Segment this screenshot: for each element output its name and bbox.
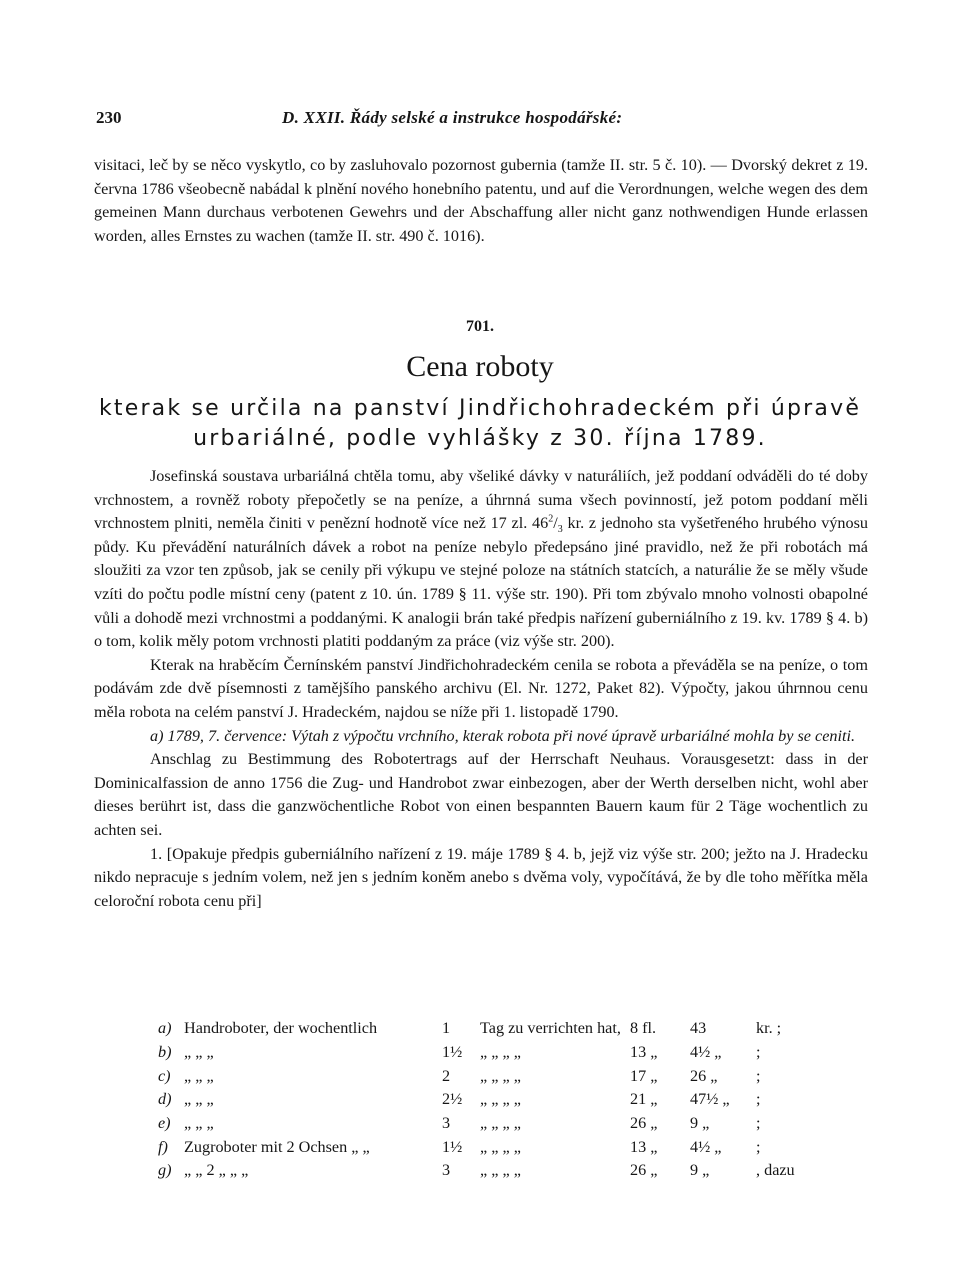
table-cell-hours: 1 xyxy=(442,1019,451,1038)
table-cell-kr: 26 „ xyxy=(690,1066,718,1085)
page-number: 230 xyxy=(96,108,122,127)
paragraph-3: Anschlag zu Bestimmung des Robotertrags auf der Herrschaft Neuhaus. Vorausgesetzt: dass in der Dominicalfassion de anno 1756 die Zug- und Handrobot zwar einbezogen, aber der Werth derselben nicht, wohl aber dieses berührt ist, dass die ganzwöchentliche Robot von einen bespannten Bauern kaum für 2 Täge wochentlich zu achten sei. xyxy=(94,750,868,839)
table-cell-hours: 3 xyxy=(442,1161,451,1180)
table-cell-mid: „ „ „ „ xyxy=(480,1114,521,1133)
table-cell-hours: 2½ xyxy=(442,1090,463,1109)
table-cell-end: ; xyxy=(756,1043,761,1062)
table-cell-end: ; xyxy=(756,1137,761,1156)
table-cell-fl: 8 fl. xyxy=(630,1019,657,1038)
table-cell-text: „ „ 2 „ „ „ xyxy=(184,1161,249,1180)
table-cell-text: „ „ „ xyxy=(184,1114,214,1133)
table-row xyxy=(158,1064,816,1088)
section-title: Cena roboty xyxy=(406,350,554,383)
table-cell-hours: 1½ xyxy=(442,1043,463,1062)
table-cell-kr: 47½ „ xyxy=(690,1090,730,1109)
table-cell-label: g) xyxy=(158,1161,172,1180)
table-cell-hours: 1½ xyxy=(442,1137,463,1156)
table-cell-fl: 26 „ xyxy=(630,1161,658,1180)
table-cell-end: ; xyxy=(756,1114,761,1133)
table-cell-text: Zugroboter mit 2 Ochsen „ „ xyxy=(184,1137,370,1156)
intro-paragraph: visitaci, leč by se něco vyskytlo, co by zasluhovalo pozornost gubernia (tamže II. str. 5 č. 10). — Dvorský dekret z 19. června 1786 všeobecně nabádal k plnění nového honebního patentu, und auf die Verordnungen, welche wegen des dem gemeinen Mann durchaus verbotenen Gewehrs und der Abschaffung aller nicht ganz nothwendigen Hunde erlassen worden, alles Ernstes zu wachen (tamže II. str. 490 č. 1016). xyxy=(94,156,868,245)
fraction-denominator: 3 xyxy=(557,524,563,536)
subsection-a-label: a) xyxy=(150,726,164,745)
table-cell-text: Handroboter, der wochentlich xyxy=(184,1019,378,1038)
table-cell-end: ; xyxy=(756,1090,761,1109)
table-cell-fl: 21 „ xyxy=(630,1090,658,1109)
table-row xyxy=(158,1159,816,1183)
table-row xyxy=(158,1112,816,1136)
subtitle-line-2: urbariálné, podle vyhlášky z 30. října 1789. xyxy=(193,426,767,451)
table-cell-label: e) xyxy=(158,1114,171,1133)
intro-paragraph-block xyxy=(94,154,868,248)
paragraph-4: 1. [Opakuje předpis guberniálního nařízení z 19. máje 1789 § 4. b, jejž viz výše str. 200; ježto na J. Hradecku nikdo nepracuje s jedním volem, než jen s jedním koněm anebo s dvěma voly, vypočítává, že by dle toho měřítka měla celoroční robota cenu při] xyxy=(94,844,868,910)
table-cell-kr: 9 „ xyxy=(690,1114,710,1133)
table-cell-kr: 9 „ xyxy=(690,1161,710,1180)
table-cell-fl: 26 „ xyxy=(630,1114,658,1133)
table-cell-mid: „ „ „ „ xyxy=(480,1043,521,1062)
table-cell-end: kr. ; xyxy=(756,1019,782,1038)
table-cell-hours: 3 xyxy=(442,1114,451,1133)
table-cell-label: c) xyxy=(158,1066,171,1085)
paragraph-2: Kterak na hraběcím Černínském panství Jindřichohradeckém cenila se robota a převáděla se na peníze, o tom podávám zde dvě písemnosti z tamějšího panského archivu (El. Nr. 1272, Paket 82). Výpočty, jakou úhrnnou cenu měla robota na celém panství J. Hradeckém, najdou se níže při 1. listopadě 1790. xyxy=(94,655,868,721)
table-cell-label: d) xyxy=(158,1090,172,1109)
table-cell-hours: 2 xyxy=(442,1066,451,1085)
table-row xyxy=(158,1135,816,1159)
main-text-block xyxy=(94,465,868,913)
section-number: 701. xyxy=(466,318,494,335)
paragraph-1-part-a: Josefinská soustava urbariálná chtěla tomu, aby všeliké dávky v naturáliích, jež poddaní odváděli do té doby vrchnostem, a rovněž roboty přepočetly se na peníze, a úhrnná suma všech povinností, jež potom poddaní měli vrchnostem plniti, neměla činiti v penězní hodnotě více než 17 zl. 46 xyxy=(94,467,868,533)
table-cell-kr: 4½ „ xyxy=(690,1137,722,1156)
robot-table-body xyxy=(158,1017,816,1183)
paragraph-1-part-b: kr. z jednoho sta vyšetřeného hrubého výnosu půdy. Ku převádění naturálních dávek a robot na peníze nebylo předepsáno jiné pravidlo, než že při robotách má sloužiti za vzor ten způsob, jak se cenily při výkupu ve stejné poloze na státních statcích, a naturálie že se měly všude vzíti do počtu podle místní ceny (patent z 10. ún. 1789 § 11. výše str. 190). Při tom zbývalo mnoho volnosti obapolné vůli a dohodě mezi vrchnostmi a poddanými. K analogii brán také předpis nařízení guberniálního z 19. kv. 1789 § 4. b) o tom, kolik měly potom vrchnosti platiti poddaným za práce (viz výše str. 200). xyxy=(94,514,869,651)
section-subtitle xyxy=(60,394,900,454)
table-cell-text: „ „ „ xyxy=(184,1066,214,1085)
table-cell-text: „ „ „ xyxy=(184,1043,214,1062)
table-row xyxy=(158,1017,816,1041)
table-cell-mid: „ „ „ „ xyxy=(480,1137,521,1156)
table-cell-mid: „ „ „ „ xyxy=(480,1161,521,1180)
table-cell-label: f) xyxy=(158,1137,168,1156)
table-cell-text: „ „ „ xyxy=(184,1090,214,1109)
table-cell-fl: 17 „ xyxy=(630,1066,658,1085)
subsection-a-heading xyxy=(94,725,868,749)
table-cell-mid: Tag zu verrichten hat, xyxy=(480,1019,621,1038)
fraction-numerator: 2 xyxy=(548,513,554,525)
table-cell-end: ; xyxy=(756,1066,761,1085)
table-cell-label: b) xyxy=(158,1043,172,1062)
table-cell-kr: 4½ „ xyxy=(690,1043,722,1062)
robot-value-table xyxy=(158,1017,816,1183)
table-cell-label: a) xyxy=(158,1019,172,1038)
subtitle-line-1: kterak se určila na panství Jindřichohradeckém při úpravě xyxy=(98,396,862,421)
table-row xyxy=(158,1088,816,1112)
table-cell-kr: 43 xyxy=(690,1019,707,1038)
table-cell-end: , dazu xyxy=(756,1161,795,1180)
paragraph-1: Josefinská soustava urbariálná chtěla tomu, aby všeliké dávky v naturáliích, jež poddaní odváděli do té doby vrchnostem, a rovněž roboty přepočetly se na peníze, a úhrnná suma všech povinností, jež potom poddaní měli vrchnostem plniti, neměla činiti v penězní hodnotě více než 17 zl. $46^2/_3$ kr. z jednoho sta vyšetřeného hrubého výnosu půdy. Ku převádění naturálních dávek a robot na peníze nebylo předepsáno jiné pravidlo, než že při robotách má sloužiti za vzor ten způsob, jak se cenily při výkupu ve stejné poloze na státních statcích, a naturálie že se měly všude vzíti do počtu podle místní ceny (patent z 10. ún. 1789 § 11. výše str. 190). Při tom zbývalo mnoho volnosti obapolné vůli a dohodě mezi vrchnostmi a poddanými. K analogii brán také předpis nařízení guberniálního z 19. kv. 1789 § 4. b) o tom, kolik měly potom vrchnosti platiti poddaným za práce (viz výše str. 200). xyxy=(94,467,869,651)
table-cell-mid: „ „ „ „ xyxy=(480,1066,521,1085)
table-cell-fl: 13 „ xyxy=(630,1043,658,1062)
table-cell-fl: 13 „ xyxy=(630,1137,658,1156)
table-cell-mid: „ „ „ „ xyxy=(480,1090,521,1109)
page-header xyxy=(96,108,866,134)
subsection-a-text: 1789, 7. července: Výtah z výpočtu vrchního, kterak robota při nové úpravě urbariálné mohla by se ceniti. xyxy=(167,726,856,745)
running-title: D. XXII. Řády selské a instrukce hospodářské: xyxy=(282,108,623,127)
table-row xyxy=(158,1041,816,1065)
